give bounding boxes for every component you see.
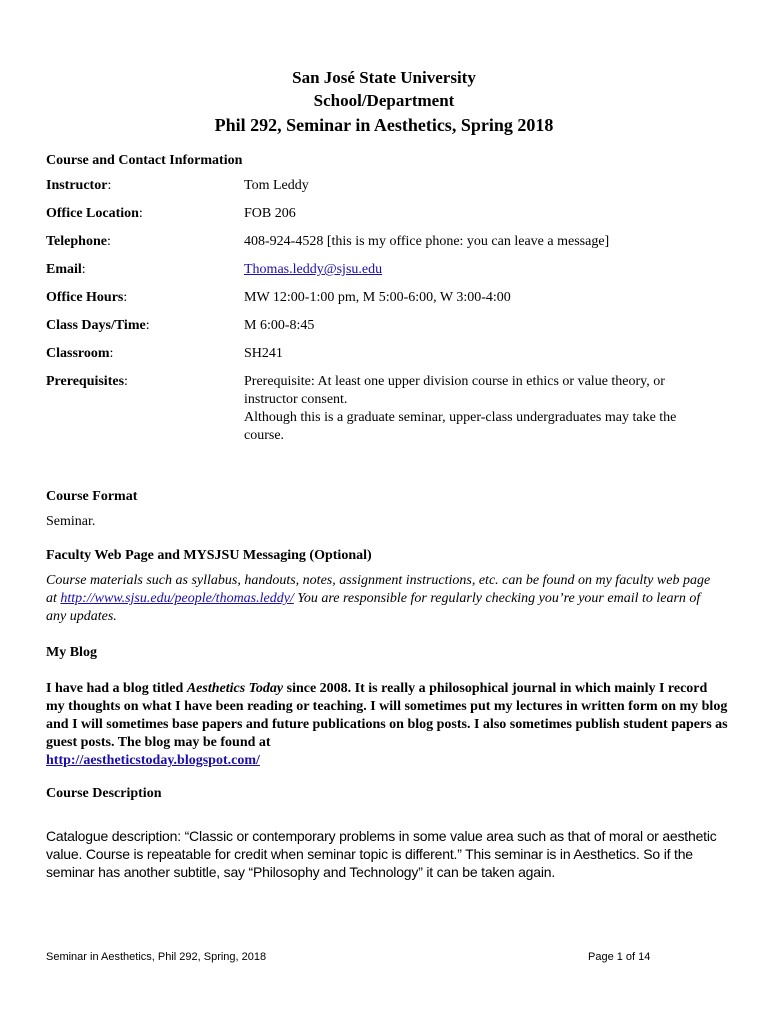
footer-left: Seminar in Aesthetics, Phil 292, Spring, 2018: [46, 951, 267, 963]
footer-page-number: Page 1 of 14: [588, 951, 651, 963]
class-days-value: M 6:00-8:45: [244, 318, 315, 333]
faculty-web-text: Course materials such as syllabus, handouts, notes, assignment instructions, etc. can be found on my faculty web page at http://www.sjsu.edu/people/thomas.leddy/ You are responsible for regularly checking you’re your email to learn of any updates.: [46, 573, 711, 624]
course-description-heading: Course Description: [46, 786, 162, 801]
blog-name: Aesthetics Today: [186, 681, 284, 696]
department-name: School/Department: [313, 91, 455, 110]
email-link[interactable]: Thomas.leddy@sjsu.edu: [244, 262, 383, 277]
office-location-value: FOB 206: [244, 206, 296, 221]
blog-text: I have had a blog titled Aesthetics Today since 2008. It is really a philosophical journal in which mainly I record my thoughts on what I have been reading or teaching. I will sometimes put my lectures in written form on my blog and I will sometimes base papers and future publications on blog posts. I also sometimes publish student papers as guest posts. The blog may be found at http://aestheticstoday.blogspot.com/: [46, 681, 728, 768]
faculty-web-heading: Faculty Web Page and MYSJSU Messaging (Optional): [46, 548, 372, 563]
instructor-label: Instructor:: [46, 178, 112, 193]
classroom-value: SH241: [244, 346, 283, 361]
email-label: Email:: [46, 262, 86, 277]
course-description-text: Catalogue description: “Classic or contemporary problems in some value area such as that of moral or aesthetic value. Course is repeatable for credit when seminar topic is different.” This seminar is in Aesthetics. So if the seminar has another subtitle, say “Philosophy and Technology” it can be taken again.: [46, 828, 717, 880]
faculty-web-link[interactable]: http://www.sjsu.edu/people/thomas.leddy/: [60, 591, 294, 606]
prerequisites-line-1: Prerequisite: At least one upper division course in ethics or value theory, or instructor consent.: [244, 374, 665, 407]
telephone-value: 408-924-4528 [this is my office phone: you can leave a message]: [244, 234, 610, 249]
course-title: Phil 292, Seminar in Aesthetics, Spring 2018: [214, 115, 554, 135]
office-location-label: Office Location:: [46, 206, 143, 221]
office-hours-value: MW 12:00-1:00 pm, M 5:00-6:00, W 3:00-4:00: [244, 290, 511, 305]
course-format-text: Seminar.: [46, 514, 96, 529]
blog-link[interactable]: http://aestheticstoday.blogspot.com/: [46, 753, 260, 768]
office-hours-label: Office Hours:: [46, 290, 128, 305]
document-header: [0, 66, 768, 138]
telephone-label: Telephone:: [46, 234, 111, 249]
prerequisites-line-2: Although this is a graduate seminar, upper-class undergraduates may take the course.: [244, 410, 677, 443]
blog-heading: My Blog: [46, 645, 97, 660]
class-days-label: Class Days/Time:: [46, 318, 150, 333]
contact-heading: Course and Contact Information: [46, 153, 243, 168]
university-name: San José State University: [292, 68, 476, 87]
instructor-value: Tom Leddy: [244, 178, 309, 193]
course-format-heading: Course Format: [46, 489, 138, 504]
prerequisites-label: Prerequisites:: [46, 374, 128, 389]
classroom-label: Classroom:: [46, 346, 114, 361]
prerequisites-value: [244, 373, 706, 445]
